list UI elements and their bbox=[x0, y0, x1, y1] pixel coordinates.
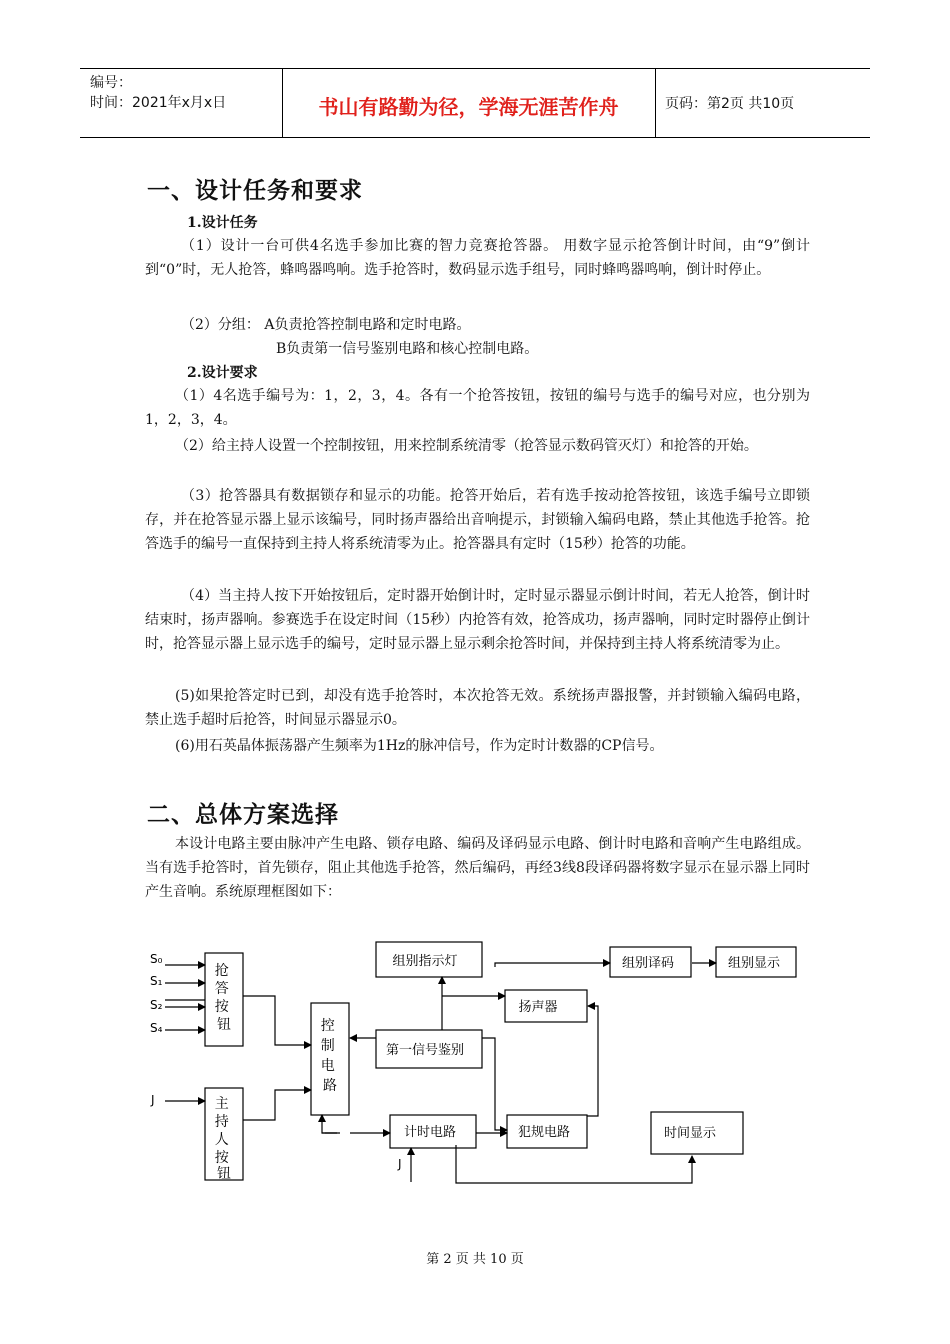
section-1-title: 一、设计任务和要求 bbox=[147, 178, 363, 204]
time-display-box: 时间显示 bbox=[663, 1126, 717, 1141]
group-decoder-box: 组别译码 bbox=[621, 956, 675, 971]
input-j-timer: J bbox=[398, 1157, 402, 1171]
input-s2: S₂ bbox=[150, 998, 163, 1012]
host-button-char: 按 bbox=[214, 1150, 229, 1166]
input-j-host: J bbox=[151, 1093, 155, 1107]
input-s0: S₀ bbox=[150, 952, 163, 966]
requirement-5: (5)如果抢答定时已到，却没有选手抢答时，本次抢答无效。系统扬声器报警，并封锁输入编码电路，禁止选手超时后抢答，时间显示器显示0。 bbox=[145, 688, 810, 728]
group-indicator-box: 组别指示灯 bbox=[392, 954, 458, 969]
document-number-label: 编号： bbox=[90, 75, 132, 91]
task-paragraph-2b: B负责第一信号鉴别电路和核心控制电路。 bbox=[276, 341, 539, 357]
header-left bbox=[90, 73, 226, 113]
document-date: 时间：2021年x月x日 bbox=[90, 95, 227, 111]
control-circuit-box-label bbox=[321, 1017, 339, 1094]
page-header bbox=[80, 68, 870, 138]
group-display-box: 组别显示 bbox=[727, 956, 781, 971]
requirement-1: （1）4名选手编号为：1，2，3，4。各有一个抢答按钮，按钮的编号与选手的编号对应，也分别为1，2，3，4。 bbox=[145, 388, 810, 428]
speaker-box: 扬声器 bbox=[518, 1000, 558, 1015]
section-2-title: 二、总体方案选择 bbox=[147, 802, 339, 828]
host-button-char: 钮 bbox=[217, 1166, 231, 1182]
task-paragraph-1: （1）设计一台可供4名选手参加比赛的智力竞赛抢答器。 用数字显示抢答倒计时间，由“9”倒计到“0”时，无人抢答，蜂鸣器鸣响。选手抢答时，数码显示选手组号，同时蜂鸣器鸣响，倒计时停止。 bbox=[145, 238, 810, 278]
requirement-4: （4）当主持人按下开始按钮后，定时器开始倒计时，定时显示器显示倒计时间，若无人抢答，倒计时结束时，扬声器响。参赛选手在设定时间（15秒）内抢答有效，抢答成功，扬声器响，同时定时器停止倒计时，抢答显示器上显示选手的编号，定时显示器上显示剩余抢答时间，并保持到主持人将系统清零为止。 bbox=[145, 588, 810, 652]
requirements-heading: 2.设计要求 bbox=[187, 365, 258, 381]
host-button-char: 主 bbox=[214, 1096, 229, 1112]
answer-buttons-char: 按 bbox=[214, 999, 229, 1015]
timer-circuit-box: 计时电路 bbox=[403, 1125, 457, 1140]
header-motto: 书山有路勤为径，学海无涯苦作舟 bbox=[318, 95, 619, 119]
page-footer: 第 2 页 共 10 页 bbox=[426, 1252, 524, 1267]
control-circuit-char: 路 bbox=[323, 1078, 337, 1094]
control-circuit-char: 制 bbox=[320, 1038, 335, 1054]
control-circuit-char: 控 bbox=[320, 1018, 335, 1034]
host-button-char: 持 bbox=[214, 1114, 229, 1130]
answer-buttons-char: 钮 bbox=[217, 1017, 231, 1033]
scheme-paragraph: 本设计电路主要由脉冲产生电路、锁存电路、编码及译码显示电路、倒计时电路和音响产生电路组成。当有选手抢答时，首先锁存，阻止其他选手抢答，然后编码，再经3线8段译码器将数字显示在显示器上同时产生音响。系统原理框图如下： bbox=[145, 836, 810, 900]
host-button-char: 人 bbox=[214, 1132, 229, 1148]
input-s1: S₁ bbox=[150, 974, 163, 988]
foul-circuit-box: 犯规电路 bbox=[517, 1125, 571, 1140]
requirement-6: (6)用石英晶体振荡器产生频率为1Hz的脉冲信号，作为定时计数器的CP信号。 bbox=[175, 738, 664, 754]
answer-buttons-box-label bbox=[215, 962, 233, 1033]
system-block-diagram bbox=[0, 930, 950, 1230]
input-s4: S₄ bbox=[150, 1021, 163, 1035]
host-button-box-label bbox=[215, 1096, 233, 1182]
header-divider bbox=[655, 69, 656, 137]
requirement-3: （3）抢答器具有数据锁存和显示的功能。抢答开始后，若有选手按动抢答按钮，该选手编号立即锁存，并在抢答显示器上显示该编号，同时扬声器给出音响提示，封锁输入编码电路，禁止其他选手抢答。抢答选手的编号一直保持到主持人将系统清零为止。抢答器具有定时（15秒）抢答的功能。 bbox=[145, 488, 810, 552]
control-circuit-char: 电 bbox=[320, 1058, 335, 1074]
task-heading: 1.设计任务 bbox=[187, 215, 258, 231]
task-paragraph-2a: （2）分组： A负责抢答控制电路和定时电路。 bbox=[181, 317, 471, 333]
answer-buttons-char: 抢 bbox=[214, 963, 229, 979]
first-signal-box: 第一信号鉴别 bbox=[385, 1043, 465, 1058]
requirement-2: （2）给主持人设置一个控制按钮，用来控制系统清零（抢答显示数码管灭灯）和抢答的开始。 bbox=[175, 438, 758, 454]
header-page-info: 页码：第2页 共10页 bbox=[665, 96, 795, 112]
answer-buttons-char: 答 bbox=[214, 981, 229, 997]
